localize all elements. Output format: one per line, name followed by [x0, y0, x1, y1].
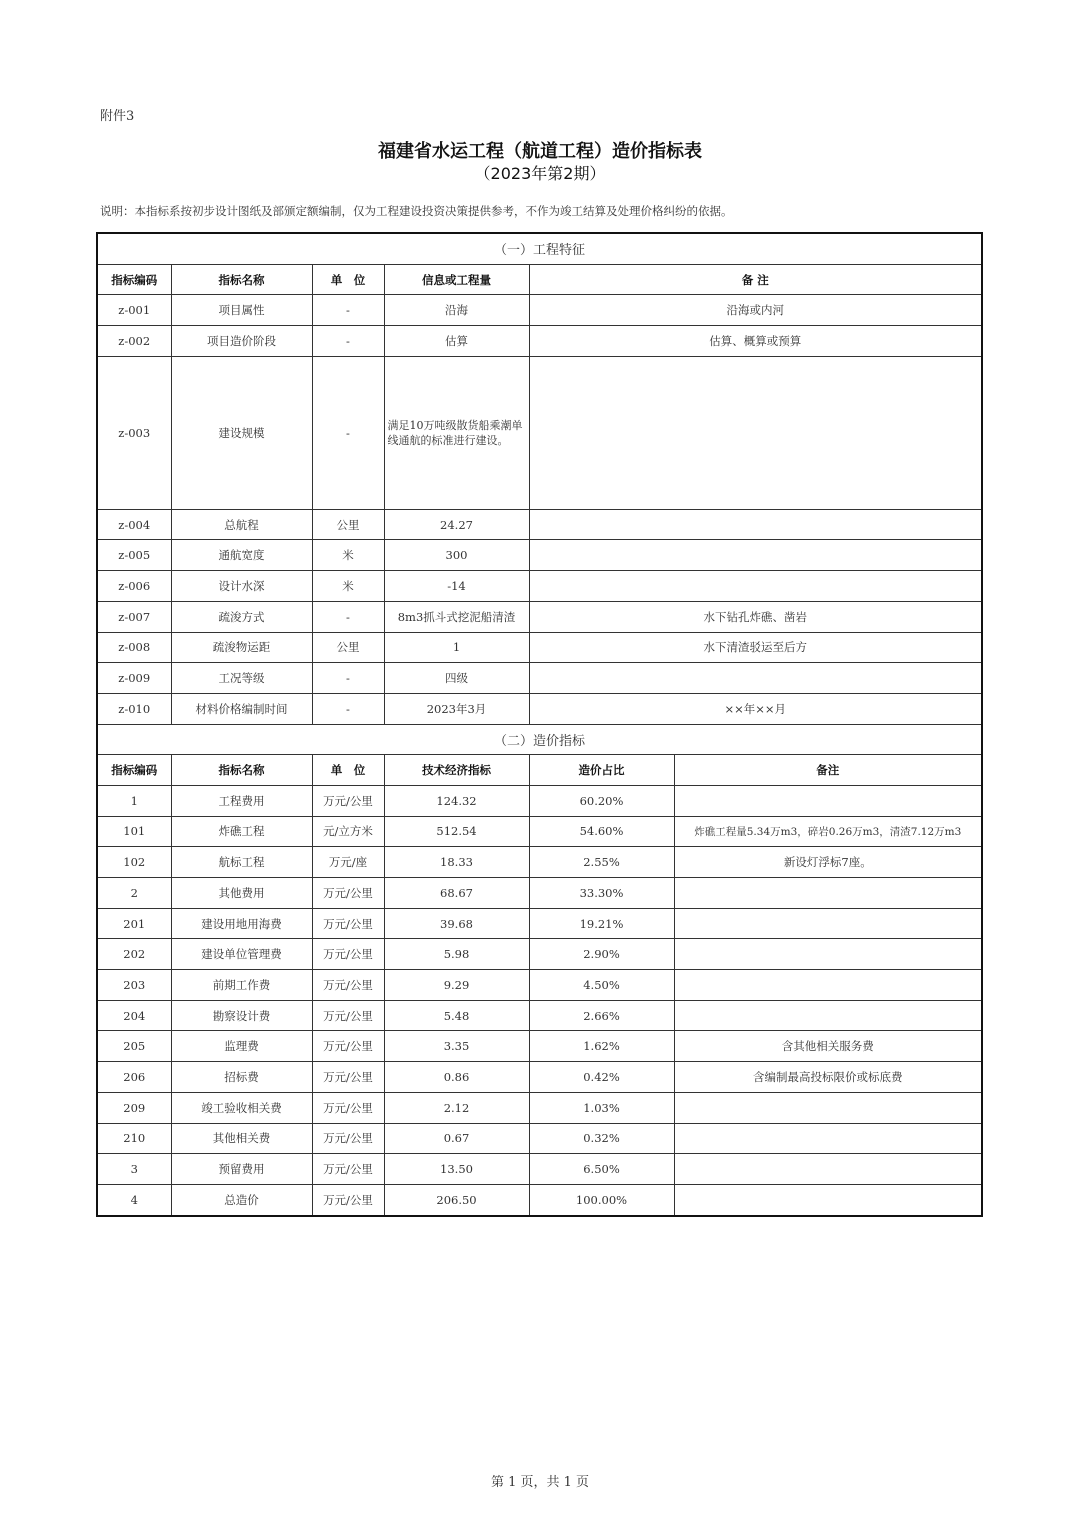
- unit: 万元/公里: [312, 878, 384, 909]
- index-code: 210: [97, 1123, 171, 1154]
- column-header: 单 位: [312, 264, 384, 295]
- table-row: [97, 939, 982, 970]
- cost-ratio: 33.30%: [529, 878, 674, 909]
- index-code: 201: [97, 908, 171, 939]
- column-header: 指标编码: [97, 755, 171, 786]
- tech-econ-index: 5.48: [384, 1000, 529, 1031]
- remark: [674, 1092, 982, 1123]
- index-name: 工况等级: [171, 663, 312, 694]
- table-row: [97, 1092, 982, 1123]
- cost-ratio: 2.55%: [529, 847, 674, 878]
- unit: -: [312, 693, 384, 724]
- info-value: 满足10万吨级散货船乘潮单线通航的标准进行建设。: [384, 356, 529, 509]
- cost-ratio: 0.42%: [529, 1062, 674, 1093]
- table-row: [97, 1031, 982, 1062]
- note-text: 说明：本指标系按初步设计图纸及部颁定额编制，仅为工程建设投资决策提供参考，不作为竣工结算及处理价格纠纷的依据。: [100, 204, 733, 218]
- table-row: [97, 295, 982, 326]
- info-value: -14: [384, 571, 529, 602]
- index-code: z-004: [97, 509, 171, 540]
- index-name: 预留费用: [171, 1154, 312, 1185]
- info-value: 300: [384, 540, 529, 571]
- table-row: [97, 1000, 982, 1031]
- tech-econ-index: 18.33: [384, 847, 529, 878]
- unit: 万元/公里: [312, 939, 384, 970]
- index-name: 项目属性: [171, 295, 312, 326]
- index-code: z-010: [97, 693, 171, 724]
- remark: 含其他相关服务费: [674, 1031, 982, 1062]
- column-header: 单 位: [312, 755, 384, 786]
- tech-econ-index: 206.50: [384, 1184, 529, 1215]
- index-code: z-008: [97, 632, 171, 663]
- column-header: 指标名称: [171, 264, 312, 295]
- table-header-row: [97, 264, 982, 295]
- remark: [529, 509, 982, 540]
- section-title: （一）工程特征: [97, 233, 982, 264]
- unit: -: [312, 295, 384, 326]
- index-code: 205: [97, 1031, 171, 1062]
- index-name: 竣工验收相关费: [171, 1092, 312, 1123]
- info-value: 沿海: [384, 295, 529, 326]
- unit: -: [312, 663, 384, 694]
- info-value: 24.27: [384, 509, 529, 540]
- cost-ratio: 54.60%: [529, 816, 674, 847]
- cost-index-table: [96, 232, 983, 1217]
- table-row: [97, 1123, 982, 1154]
- cost-ratio: 100.00%: [529, 1184, 674, 1215]
- table-row: [97, 970, 982, 1001]
- section-title-row: [97, 724, 982, 755]
- column-header: 指标名称: [171, 755, 312, 786]
- column-header: 备注: [674, 755, 982, 786]
- index-code: z-007: [97, 601, 171, 632]
- index-name: 勘察设计费: [171, 1000, 312, 1031]
- remark: [674, 1000, 982, 1031]
- table-row: [97, 908, 982, 939]
- table-row: [97, 816, 982, 847]
- index-name: 项目造价阶段: [171, 326, 312, 357]
- remark: 水下钻孔炸礁、凿岩: [529, 601, 982, 632]
- column-header: 指标编码: [97, 264, 171, 295]
- cost-ratio: 6.50%: [529, 1154, 674, 1185]
- remark: [674, 1123, 982, 1154]
- remark: [529, 571, 982, 602]
- remark: 水下清渣驳运至后方: [529, 632, 982, 663]
- unit: -: [312, 356, 384, 509]
- index-code: z-003: [97, 356, 171, 509]
- index-name: 设计水深: [171, 571, 312, 602]
- table-row: [97, 693, 982, 724]
- index-name: 总造价: [171, 1184, 312, 1215]
- index-code: z-002: [97, 326, 171, 357]
- table-row: [97, 509, 982, 540]
- unit: 万元/公里: [312, 1092, 384, 1123]
- index-code: 4: [97, 1184, 171, 1215]
- index-code: z-006: [97, 571, 171, 602]
- index-name: 航标工程: [171, 847, 312, 878]
- index-code: 209: [97, 1092, 171, 1123]
- tech-econ-index: 13.50: [384, 1154, 529, 1185]
- cost-ratio: 4.50%: [529, 970, 674, 1001]
- remark: [529, 540, 982, 571]
- table-row: [97, 356, 982, 509]
- index-name: 建设用地用海费: [171, 908, 312, 939]
- index-name: 建设规模: [171, 356, 312, 509]
- table-body: [97, 233, 982, 1216]
- table-row: [97, 1154, 982, 1185]
- unit: -: [312, 326, 384, 357]
- remark: [529, 663, 982, 694]
- remark: 沿海或内河: [529, 295, 982, 326]
- index-code: 202: [97, 939, 171, 970]
- tech-econ-index: 2.12: [384, 1092, 529, 1123]
- column-header: 信息或工程量: [384, 264, 529, 295]
- cost-ratio: 2.90%: [529, 939, 674, 970]
- index-code: z-005: [97, 540, 171, 571]
- remark: 含编制最高投标限价或标底费: [674, 1062, 982, 1093]
- index-name: 前期工作费: [171, 970, 312, 1001]
- tech-econ-index: 0.67: [384, 1123, 529, 1154]
- cost-ratio: 0.32%: [529, 1123, 674, 1154]
- tech-econ-index: 512.54: [384, 816, 529, 847]
- unit: 万元/公里: [312, 1062, 384, 1093]
- table-row: [97, 326, 982, 357]
- table-header-row: [97, 755, 982, 786]
- unit: 元/立方米: [312, 816, 384, 847]
- remark: [674, 970, 982, 1001]
- index-code: 206: [97, 1062, 171, 1093]
- column-header: 备 注: [529, 264, 982, 295]
- attachment-label: 附件3: [100, 109, 135, 124]
- remark: [674, 1154, 982, 1185]
- tech-econ-index: 39.68: [384, 908, 529, 939]
- cost-ratio: 19.21%: [529, 908, 674, 939]
- section-title-row: [97, 233, 982, 264]
- index-name: 疏浚方式: [171, 601, 312, 632]
- remark: 新设灯浮标7座。: [674, 847, 982, 878]
- table-row: [97, 571, 982, 602]
- column-header: 技术经济指标: [384, 755, 529, 786]
- cost-ratio: 1.03%: [529, 1092, 674, 1123]
- index-code: z-009: [97, 663, 171, 694]
- remark: [529, 356, 982, 509]
- table-row: [97, 1062, 982, 1093]
- table-row: [97, 601, 982, 632]
- page-subtitle: （2023年第2期）: [474, 164, 606, 183]
- table-row: [97, 847, 982, 878]
- remark: [674, 908, 982, 939]
- table-row: [97, 785, 982, 816]
- index-name: 其他费用: [171, 878, 312, 909]
- unit: 万元/公里: [312, 1184, 384, 1215]
- index-code: 2: [97, 878, 171, 909]
- index-code: z-001: [97, 295, 171, 326]
- index-code: 204: [97, 1000, 171, 1031]
- index-code: 3: [97, 1154, 171, 1185]
- index-code: 1: [97, 785, 171, 816]
- unit: 万元/公里: [312, 1154, 384, 1185]
- index-code: 203: [97, 970, 171, 1001]
- remark: 炸礁工程量5.34万m3，碎岩0.26万m3，清渣7.12万m3: [674, 816, 982, 847]
- unit: 米: [312, 540, 384, 571]
- index-code: 101: [97, 816, 171, 847]
- remark: ××年××月: [529, 693, 982, 724]
- table-row: [97, 663, 982, 694]
- unit: 公里: [312, 509, 384, 540]
- section-title: （二）造价指标: [97, 724, 982, 755]
- cost-ratio: 60.20%: [529, 785, 674, 816]
- tech-econ-index: 5.98: [384, 939, 529, 970]
- remark: [674, 1184, 982, 1215]
- table-row: [97, 878, 982, 909]
- page-footer: 第 1 页，共 1 页: [490, 1475, 590, 1490]
- index-name: 招标费: [171, 1062, 312, 1093]
- index-name: 工程费用: [171, 785, 312, 816]
- unit: 万元/公里: [312, 1031, 384, 1062]
- unit: -: [312, 601, 384, 632]
- table-row: [97, 632, 982, 663]
- tech-econ-index: 0.86: [384, 1062, 529, 1093]
- page-title: 福建省水运工程（航道工程）造价指标表: [378, 141, 702, 162]
- index-name: 监理费: [171, 1031, 312, 1062]
- table-row: [97, 1184, 982, 1215]
- info-value: 四级: [384, 663, 529, 694]
- unit: 万元/公里: [312, 1000, 384, 1031]
- tech-econ-index: 124.32: [384, 785, 529, 816]
- remark: [674, 878, 982, 909]
- index-name: 通航宽度: [171, 540, 312, 571]
- index-name: 疏浚物运距: [171, 632, 312, 663]
- index-name: 总航程: [171, 509, 312, 540]
- cost-ratio: 2.66%: [529, 1000, 674, 1031]
- index-name: 建设单位管理费: [171, 939, 312, 970]
- unit: 米: [312, 571, 384, 602]
- tech-econ-index: 68.67: [384, 878, 529, 909]
- remark: [674, 785, 982, 816]
- index-code: 102: [97, 847, 171, 878]
- remark: 估算、概算或预算: [529, 326, 982, 357]
- info-value: 2023年3月: [384, 693, 529, 724]
- tech-econ-index: 9.29: [384, 970, 529, 1001]
- index-name: 炸礁工程: [171, 816, 312, 847]
- info-value: 估算: [384, 326, 529, 357]
- index-name: 其他相关费: [171, 1123, 312, 1154]
- info-value: 1: [384, 632, 529, 663]
- unit: 万元/公里: [312, 785, 384, 816]
- unit: 万元/公里: [312, 970, 384, 1001]
- column-header: 造价占比: [529, 755, 674, 786]
- cost-ratio: 1.62%: [529, 1031, 674, 1062]
- tech-econ-index: 3.35: [384, 1031, 529, 1062]
- table-row: [97, 540, 982, 571]
- index-name: 材料价格编制时间: [171, 693, 312, 724]
- info-value: 8m3抓斗式挖泥船清渣: [384, 601, 529, 632]
- unit: 万元/座: [312, 847, 384, 878]
- unit: 万元/公里: [312, 1123, 384, 1154]
- remark: [674, 939, 982, 970]
- unit: 公里: [312, 632, 384, 663]
- unit: 万元/公里: [312, 908, 384, 939]
